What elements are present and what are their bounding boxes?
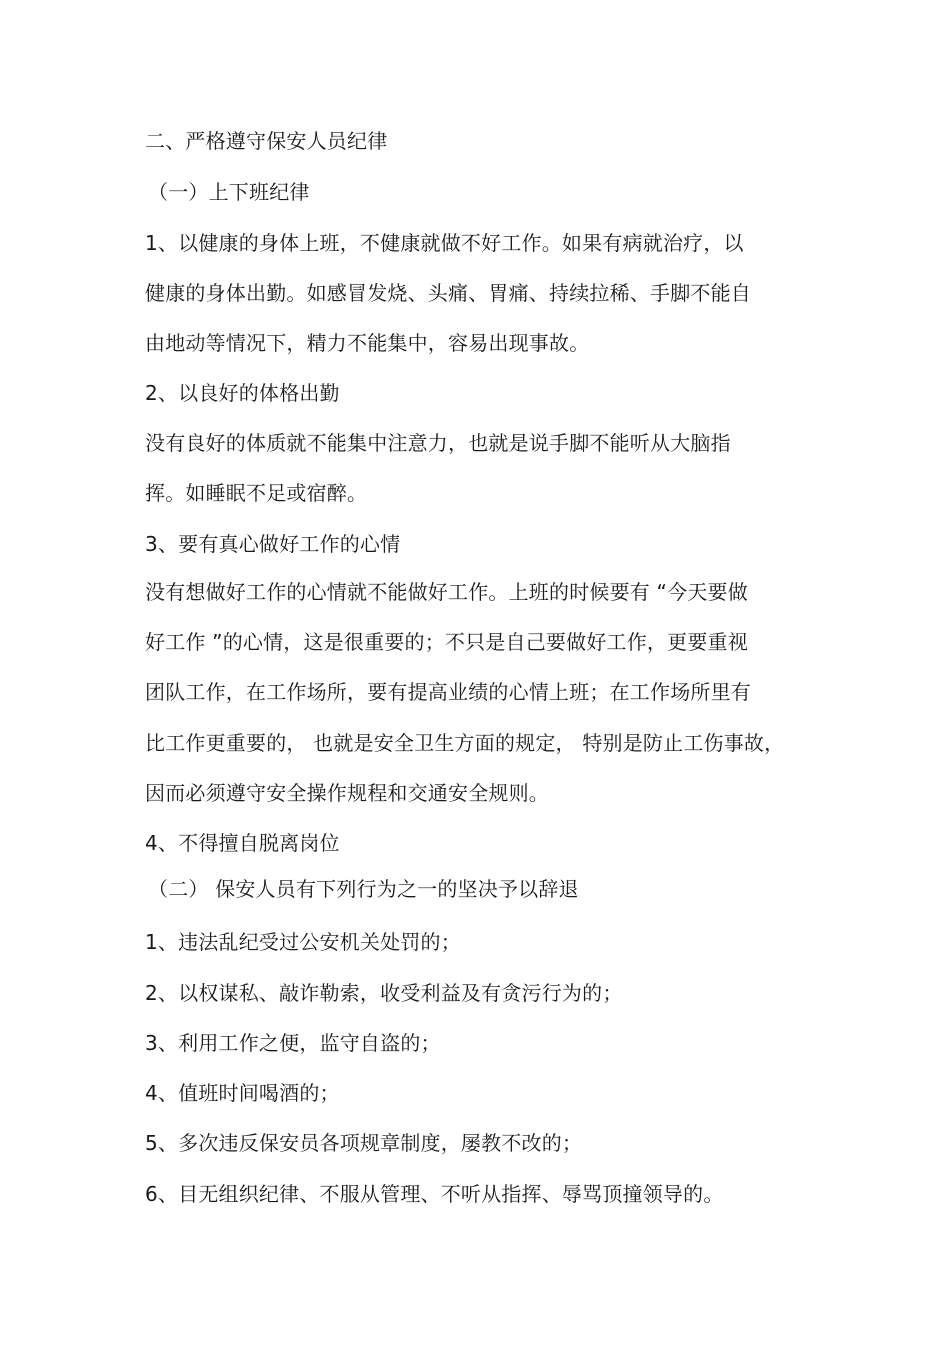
paragraph-line: 比工作更重要的， 也就是安全卫生方面的规定， 特别是防止工伤事故， (145, 731, 785, 755)
paragraph-line: 好工作 ”的心情，这是很重要的；不只是自己要做好工作，更要重视 (145, 630, 748, 654)
list-item: 5、多次违反保安员各项规章制度，屡教不改的； (145, 1131, 583, 1155)
list-item: 3、利用工作之便，监守自盗的； (145, 1031, 441, 1055)
item-heading: 2、以良好的体格出勤 (145, 381, 340, 405)
paragraph-line: 挥。如睡眠不足或宿醉。 (145, 481, 368, 505)
paragraph-line: 1、以健康的身体上班，不健康就做不好工作。如果有病就治疗，以 (145, 231, 744, 255)
subsection-heading: （一）上下班纪律 (148, 180, 310, 204)
item-heading: 4、不得擅自脱离岗位 (145, 831, 340, 855)
paragraph-line: 因而必须遵守安全操作规程和交通安全规则。 (145, 781, 549, 805)
paragraph-line: 没有想做好工作的心情就不能做好工作。上班的时候要有 “今天要做 (145, 580, 748, 604)
paragraph-line: 没有良好的体质就不能集中注意力，也就是说手脚不能听从大脑指 (145, 431, 731, 455)
list-item: 6、目无组织纪律、不服从管理、不听从指挥、辱骂顶撞领导的。 (145, 1182, 724, 1206)
subsection-heading: （二） 保安人员有下列行为之一的坚决予以辞退 (148, 877, 579, 901)
section-heading: 二、严格遵守保安人员纪律 (145, 129, 388, 153)
paragraph-line: 团队工作，在工作场所，要有提高业绩的心情上班；在工作场所里有 (145, 680, 751, 704)
list-item: 1、违法乱纪受过公安机关处罚的； (145, 930, 461, 954)
paragraph-line: 由地动等情况下，精力不能集中，容易出现事故。 (145, 331, 590, 355)
list-item: 4、值班时间喝酒的； (145, 1081, 340, 1105)
item-heading: 3、要有真心做好工作的心情 (145, 532, 401, 556)
list-item: 2、以权谋私、敲诈勒索，收受利益及有贪污行为的； (145, 981, 623, 1005)
paragraph-line: 健康的身体出勤。如感冒发烧、头痛、胃痛、持续拉稀、手脚不能自 (145, 281, 751, 305)
